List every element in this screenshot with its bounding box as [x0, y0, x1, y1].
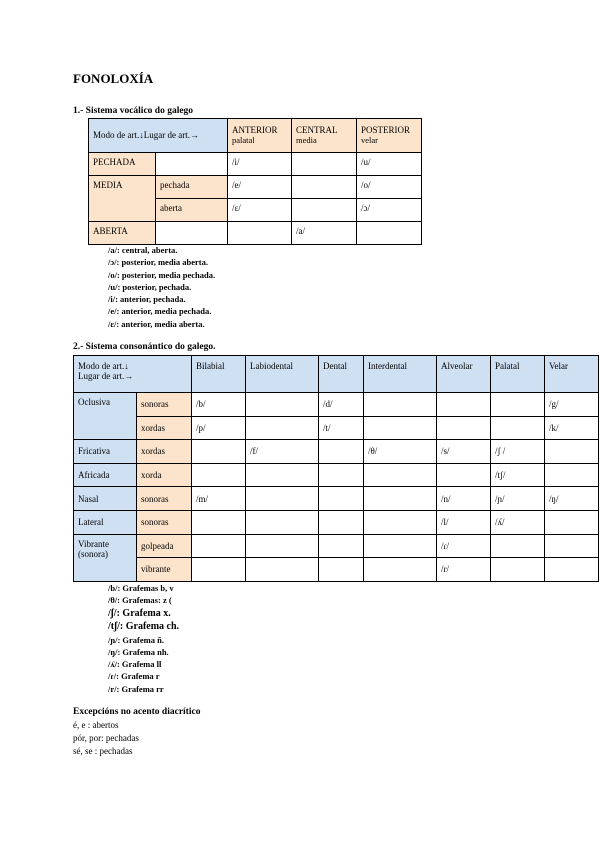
note-line: /ɲ/: Grafema ñ. [108, 634, 164, 645]
section-heading-vowels: 1.- Sistema vocálico do galego [73, 106, 194, 116]
note-line: /r/: Grafema rr [108, 683, 164, 694]
cell: /ɲ/ [491, 487, 545, 511]
vowel-table [88, 118, 422, 245]
col-header: Velar [545, 356, 599, 393]
cell: /s/ [437, 440, 491, 464]
cell [192, 440, 246, 464]
cell [319, 463, 364, 487]
cell [192, 558, 246, 582]
corner-header: Modo de art.↓ Lugar de art.→ [74, 356, 192, 393]
cell [545, 463, 599, 487]
cell [292, 176, 357, 199]
exception-line: sé, se : pechadas [73, 746, 133, 756]
cell: /u/ [357, 153, 422, 176]
table-row [74, 356, 599, 393]
cell: /k/ [545, 416, 599, 440]
cell [319, 440, 364, 464]
cell [491, 534, 545, 558]
cell: /ɔ/ [357, 199, 422, 222]
row-sublabel: xordas [137, 440, 192, 464]
note-line: /ɛ/: anterior, media aberta. [108, 318, 205, 329]
row-label-fricativa: Fricativa [74, 440, 137, 464]
cell [545, 510, 599, 534]
cell: /ɛ/ [228, 199, 292, 222]
table-row [74, 393, 599, 417]
table-row [89, 222, 422, 245]
cell: /tʃ/ [491, 463, 545, 487]
col-header-posterior: POSTERIOR velar [357, 119, 422, 153]
table-row [74, 487, 599, 511]
row-sublabel: golpeada [137, 534, 192, 558]
cell [319, 510, 364, 534]
table-row [89, 176, 422, 199]
cell [228, 222, 292, 245]
cell [437, 416, 491, 440]
cell [437, 463, 491, 487]
note-line: /ʎ/: Grafema ll [108, 659, 162, 670]
row-label-lateral: Lateral [74, 510, 137, 534]
col-header: Dental [319, 356, 364, 393]
table-row [74, 440, 599, 464]
col-header: Alveolar [437, 356, 491, 393]
cell [246, 558, 319, 582]
cell: /r/ [437, 558, 491, 582]
col-header: Interdental [364, 356, 437, 393]
note-line: /ɔ/: posterior, media aberta. [108, 257, 209, 268]
cell [357, 222, 422, 245]
cell: /g/ [545, 393, 599, 417]
cell [246, 393, 319, 417]
cell: /θ/ [364, 440, 437, 464]
col-header-anterior: ANTERIOR palatal [228, 119, 292, 153]
row-sublabel-pechada: pechada [156, 176, 228, 199]
exception-line: é, e : abertos [73, 720, 119, 730]
row-label-africada: Africada [74, 463, 137, 487]
cell: /i/ [228, 153, 292, 176]
row-sublabel: sonoras [137, 487, 192, 511]
cell [292, 153, 357, 176]
col-header: Bilabial [192, 356, 246, 393]
row-sublabel: vibrante [137, 558, 192, 582]
note-line: /e/: anterior, media pechada. [108, 306, 212, 317]
cell: /t/ [319, 416, 364, 440]
cell [491, 416, 545, 440]
table-row [74, 510, 599, 534]
cell [292, 199, 357, 222]
exception-line: pór, por: pechadas [73, 733, 139, 743]
cell [246, 416, 319, 440]
note-line: /tʃ/: Grafema ch. [108, 621, 180, 633]
cell [319, 487, 364, 511]
cell [246, 487, 319, 511]
vowel-notes [108, 244, 215, 330]
note-line: /θ/: Grafemas: z ( [108, 595, 172, 606]
row-label-pechada: PECHADA [89, 153, 156, 176]
cell [192, 534, 246, 558]
note-line: /u/: posterior, pechada. [108, 281, 192, 292]
cell: /n/ [437, 487, 491, 511]
col-header-central: CENTRAL media [292, 119, 357, 153]
row-label-nasal: Nasal [74, 487, 137, 511]
note-line: /o/: posterior, media pechada. [108, 269, 216, 280]
cell [364, 416, 437, 440]
row-label-vibrante: Vibrante (sonora) [74, 534, 137, 581]
cell: /ɾ/ [437, 534, 491, 558]
cell [364, 393, 437, 417]
cell [491, 393, 545, 417]
cell [491, 558, 545, 582]
table-row [89, 119, 422, 153]
col-header: Palatal [491, 356, 545, 393]
cell: /a/ [292, 222, 357, 245]
table-row [74, 534, 599, 558]
cell [364, 510, 437, 534]
cell [246, 534, 319, 558]
cell [364, 534, 437, 558]
cell [319, 558, 364, 582]
consonant-notes [108, 582, 179, 695]
row-label-media: MEDIA [89, 176, 156, 222]
cell: /b/ [192, 393, 246, 417]
cell [192, 510, 246, 534]
section-heading-consonants: 2.- Sistema consonántico do galego. [73, 342, 216, 352]
cell [545, 534, 599, 558]
cell: /e/ [228, 176, 292, 199]
cell: /d/ [319, 393, 364, 417]
table-row [74, 463, 599, 487]
row-sublabel: xorda [137, 463, 192, 487]
cell: /ŋ/ [545, 487, 599, 511]
row-label-oclusiva: Oclusiva [74, 393, 137, 440]
note-line: /ŋ/: Grafema nh. [108, 646, 169, 657]
note-line: /a/: central, aberta. [108, 245, 178, 255]
cell [364, 558, 437, 582]
cell [545, 440, 599, 464]
cell [156, 222, 228, 245]
cell: /l/ [437, 510, 491, 534]
cell: /ʃ / [491, 440, 545, 464]
note-line: /i/: anterior, pechada. [108, 294, 186, 305]
consonant-table [73, 355, 599, 582]
exceptions-heading: Excepcións no acento diacrítico [73, 707, 201, 717]
cell [156, 153, 228, 176]
cell [246, 510, 319, 534]
cell [319, 534, 364, 558]
note-line: /ɾ/: Grafema r [108, 671, 160, 682]
cell [437, 393, 491, 417]
cell: /m/ [192, 487, 246, 511]
row-sublabel: xordas [137, 416, 192, 440]
cell [246, 463, 319, 487]
cell: /f/ [246, 440, 319, 464]
cell: /p/ [192, 416, 246, 440]
cell [545, 558, 599, 582]
cell [192, 463, 246, 487]
cell: /ʎ/ [491, 510, 545, 534]
cell: /o/ [357, 176, 422, 199]
table-row [74, 558, 599, 582]
row-label-aberta: ABERTA [89, 222, 156, 245]
row-sublabel-aberta: aberta [156, 199, 228, 222]
row-sublabel: sonoras [137, 510, 192, 534]
note-line: /ʃ/: Grafema x. [108, 607, 171, 619]
page-title: FONOLOXÍA [73, 71, 154, 86]
corner-header: Modo de art.↓Lugar de art.→ [89, 119, 228, 153]
table-row [89, 153, 422, 176]
table-row [74, 416, 599, 440]
cell [364, 487, 437, 511]
cell [364, 463, 437, 487]
note-line: /b/: Grafemas b, v [108, 583, 174, 593]
col-header: Labiodental [246, 356, 319, 393]
row-sublabel: sonoras [137, 393, 192, 417]
